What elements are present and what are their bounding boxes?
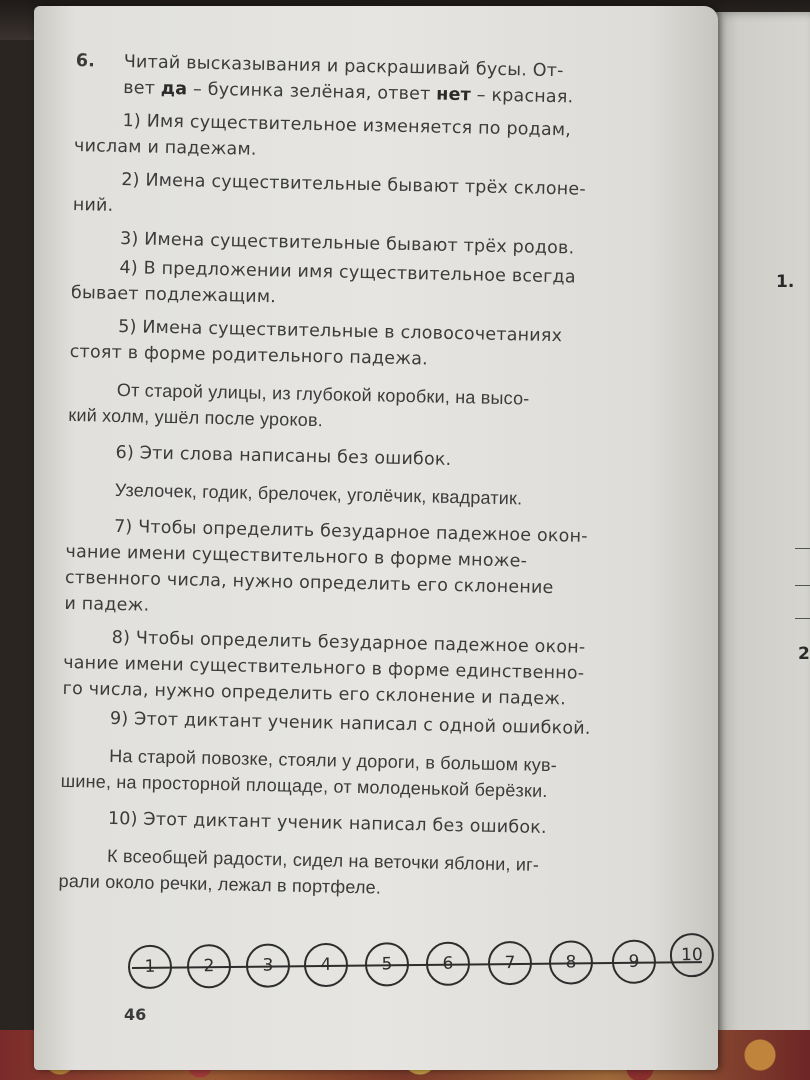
example-line: От старой улицы, из глубокой коробки, на высо- xyxy=(116,379,530,409)
statement-line: ственного числа, нужно определить его склонение xyxy=(64,567,554,599)
answer-no: нет xyxy=(436,84,472,106)
example-5 xyxy=(68,380,699,438)
statement-line: числам и падежам. xyxy=(73,135,257,160)
statement-8 xyxy=(62,628,693,712)
statement-line: 4) В предложении имя существительное всегда xyxy=(119,257,576,288)
statement-line: 7) Чтобы определить безударное падежное окон- xyxy=(113,516,588,547)
bead-2[interactable]: 2 xyxy=(187,944,231,988)
bead-9[interactable]: 9 xyxy=(612,940,656,984)
statement-line: 6) Эти слова написаны без ошибок. xyxy=(115,442,452,470)
statement-line: 1) Имя существительное изменяется по родам, xyxy=(122,110,572,141)
example-9 xyxy=(61,746,692,804)
example-line: кий холм, ушёл после уроков. xyxy=(68,404,324,431)
right-page-line xyxy=(795,618,810,619)
example-line: Узелочек, годик, брелочек, уголёчик, квадратик. xyxy=(114,479,523,509)
statement-1 xyxy=(74,111,705,169)
example-6 xyxy=(67,480,697,512)
statement-line: ний. xyxy=(72,194,114,216)
bead-8[interactable]: 8 xyxy=(549,940,593,984)
task-intro-line-2 xyxy=(123,79,705,110)
statement-5 xyxy=(70,317,701,375)
statement-line: 8) Чтобы определить безударное падежное окон- xyxy=(111,627,586,658)
example-line: На старой повозке, стояли у дороги, в большом кув- xyxy=(109,745,558,776)
statement-7 xyxy=(64,517,696,627)
beads-string xyxy=(122,933,723,999)
task-intro-line-1: Читай высказывания и раскрашивай бусы. От- xyxy=(123,52,564,82)
intro-text: вет xyxy=(123,77,162,99)
example-line: шине, на просторной площаде, от молоденькой берёзки. xyxy=(60,770,548,802)
example-line: К всеобщей радости, сидел на веточки яблони, иг- xyxy=(106,845,540,875)
statement-line: 3) Имена существительные бывают трёх родов. xyxy=(119,228,575,259)
right-page-line xyxy=(795,585,810,586)
right-page xyxy=(708,12,810,1052)
statement-line: и падеж. xyxy=(64,593,150,616)
exercise-content xyxy=(58,52,705,904)
statement-3 xyxy=(72,229,702,261)
bead-10[interactable]: 10 xyxy=(670,933,714,977)
intro-text: – бусинка зелёная, ответ xyxy=(187,79,437,105)
bead-6[interactable]: 6 xyxy=(426,941,470,985)
statement-line: стоят в форме родительного падежа. xyxy=(69,341,429,370)
statement-line: 9) Этот диктант ученик написал с одной ошибкой. xyxy=(109,708,591,739)
statement-2 xyxy=(73,170,704,228)
statement-line: 5) Имена существительные в словосочетаниях xyxy=(118,316,563,347)
intro-text: – красная. xyxy=(470,85,574,108)
bead-7[interactable]: 7 xyxy=(488,941,532,985)
statement-9 xyxy=(62,709,692,741)
bead-5[interactable]: 5 xyxy=(365,942,409,986)
example-line: рали около речки, лежал в портфеле. xyxy=(58,870,382,898)
statement-line: 2) Имена существительные бывают трёх склоне- xyxy=(121,169,587,200)
task-number: 6. xyxy=(75,51,96,72)
page-number: 46 xyxy=(124,1005,147,1024)
statement-line: чание имени существительного в форме единственно- xyxy=(62,652,585,684)
statement-10 xyxy=(60,809,690,841)
right-page-marker-1: 1. xyxy=(776,272,795,292)
right-page-line xyxy=(795,548,810,549)
bead-1[interactable]: 1 xyxy=(128,945,172,989)
right-page-marker-2: 2 xyxy=(798,644,810,664)
bead-3[interactable]: 3 xyxy=(246,943,290,987)
statement-line: бывает подлежащим. xyxy=(70,282,277,308)
statement-6 xyxy=(67,443,697,475)
statement-line: 10) Этот диктант ученик написал без ошибок. xyxy=(107,808,547,839)
statement-4 xyxy=(71,258,702,316)
statement-line: го числа, нужно определить его склонение и падеж. xyxy=(62,678,567,710)
bead-4[interactable]: 4 xyxy=(304,943,348,987)
statement-line: чание имени существительного в форме множе- xyxy=(65,541,528,572)
answer-yes: да xyxy=(160,78,188,100)
